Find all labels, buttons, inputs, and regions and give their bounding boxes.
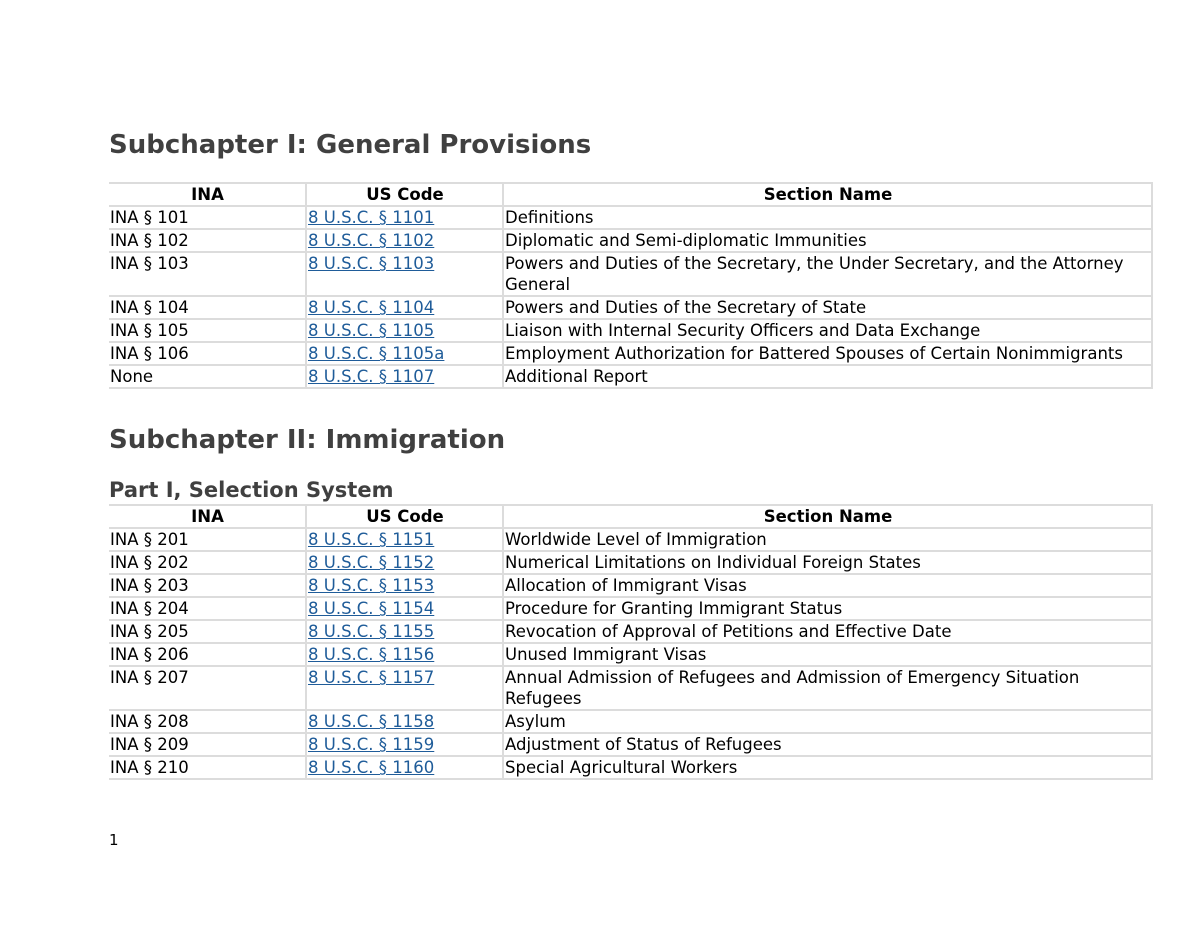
table-row: [109, 528, 1152, 551]
ina-section-cell: None: [109, 365, 306, 388]
ina-section-cell: INA § 208: [109, 710, 306, 733]
table-row: [109, 365, 1152, 388]
section-name-cell: Revocation of Approval of Petitions and Effective Date: [503, 620, 1152, 643]
us-code-link[interactable]: 8 U.S.C. § 1104: [308, 298, 435, 317]
us-code-cell: [306, 319, 503, 342]
us-code-cell: [306, 296, 503, 319]
table-row: [109, 574, 1152, 597]
us-code-cell: [306, 733, 503, 756]
section-name-cell: Numerical Limitations on Individual Foreign States: [503, 551, 1152, 574]
column-header-ina: INA: [109, 183, 306, 206]
ina-section-cell: INA § 101: [109, 206, 306, 229]
ina-section-cell: INA § 202: [109, 551, 306, 574]
us-code-cell: [306, 229, 503, 252]
us-code-cell: [306, 710, 503, 733]
part-1-title: Part I, Selection System: [109, 478, 394, 502]
us-code-link[interactable]: 8 U.S.C. § 1157: [308, 668, 435, 687]
us-code-cell: [306, 365, 503, 388]
ina-section-cell: INA § 103: [109, 252, 306, 296]
column-header-us-code: US Code: [306, 183, 503, 206]
section-name-cell: Diplomatic and Semi-diplomatic Immunities: [503, 229, 1152, 252]
subchapter-1-rows: [109, 206, 1152, 388]
ina-section-cell: INA § 210: [109, 756, 306, 779]
column-header-section-name: Section Name: [503, 505, 1152, 528]
us-code-link[interactable]: 8 U.S.C. § 1154: [308, 599, 435, 618]
subchapter-1-title: Subchapter I: General Provisions: [109, 130, 592, 160]
us-code-link[interactable]: 8 U.S.C. § 1159: [308, 735, 435, 754]
subchapter-2-rows: [109, 528, 1152, 779]
us-code-link[interactable]: 8 U.S.C. § 1156: [308, 645, 435, 664]
us-code-cell: [306, 756, 503, 779]
ina-section-cell: INA § 104: [109, 296, 306, 319]
section-name-cell: Definitions: [503, 206, 1152, 229]
column-header-section-name: Section Name: [503, 183, 1152, 206]
section-name-cell: Adjustment of Status of Refugees: [503, 733, 1152, 756]
us-code-cell: [306, 252, 503, 296]
section-name-cell: Worldwide Level of Immigration: [503, 528, 1152, 551]
us-code-link[interactable]: 8 U.S.C. § 1105: [308, 321, 435, 340]
table-row: [109, 551, 1152, 574]
table-row: [109, 756, 1152, 779]
us-code-cell: [306, 597, 503, 620]
us-code-link[interactable]: 8 U.S.C. § 1160: [308, 758, 435, 777]
section-name-cell: Powers and Duties of the Secretary, the Under Secretary, and the Attorney General: [503, 252, 1152, 296]
ina-section-cell: INA § 205: [109, 620, 306, 643]
table-row: [109, 597, 1152, 620]
section-name-cell: Asylum: [503, 710, 1152, 733]
section-name-cell: Liaison with Internal Security Officers and Data Exchange: [503, 319, 1152, 342]
table-row: [109, 710, 1152, 733]
table-row: [109, 252, 1152, 296]
section-name-cell: Employment Authorization for Battered Spouses of Certain Nonimmigrants: [503, 342, 1152, 365]
subchapter-2-title: Subchapter II: Immigration: [109, 425, 506, 455]
ina-section-cell: INA § 203: [109, 574, 306, 597]
us-code-cell: [306, 342, 503, 365]
table-row: [109, 620, 1152, 643]
ina-section-cell: INA § 102: [109, 229, 306, 252]
us-code-cell: [306, 206, 503, 229]
us-code-link[interactable]: 8 U.S.C. § 1155: [308, 622, 435, 641]
us-code-cell: [306, 528, 503, 551]
us-code-link[interactable]: 8 U.S.C. § 1102: [308, 231, 435, 250]
us-code-link[interactable]: 8 U.S.C. § 1151: [308, 530, 435, 549]
section-name-cell: Procedure for Granting Immigrant Status: [503, 597, 1152, 620]
page-number: 1: [109, 831, 119, 849]
section-name-cell: Additional Report: [503, 365, 1152, 388]
table-row: [109, 319, 1152, 342]
ina-section-cell: INA § 105: [109, 319, 306, 342]
table-row: [109, 666, 1152, 710]
subchapter-1-table: [109, 182, 1153, 389]
us-code-link[interactable]: 8 U.S.C. § 1107: [308, 367, 435, 386]
us-code-link[interactable]: 8 U.S.C. § 1158: [308, 712, 435, 731]
ina-section-cell: INA § 207: [109, 666, 306, 710]
us-code-link[interactable]: 8 U.S.C. § 1103: [308, 254, 435, 273]
us-code-cell: [306, 574, 503, 597]
table-row: [109, 229, 1152, 252]
us-code-cell: [306, 666, 503, 710]
ina-section-cell: INA § 206: [109, 643, 306, 666]
table-row: [109, 643, 1152, 666]
table-row: [109, 733, 1152, 756]
ina-section-cell: INA § 201: [109, 528, 306, 551]
us-code-cell: [306, 643, 503, 666]
us-code-cell: [306, 620, 503, 643]
section-name-cell: Annual Admission of Refugees and Admission of Emergency Situation Refugees: [503, 666, 1152, 710]
column-header-ina: INA: [109, 505, 306, 528]
section-name-cell: Special Agricultural Workers: [503, 756, 1152, 779]
ina-section-cell: INA § 106: [109, 342, 306, 365]
table-header-row: [109, 505, 1152, 528]
ina-section-cell: INA § 209: [109, 733, 306, 756]
us-code-link[interactable]: 8 U.S.C. § 1101: [308, 208, 435, 227]
table-row: [109, 342, 1152, 365]
ina-section-cell: INA § 204: [109, 597, 306, 620]
us-code-link[interactable]: 8 U.S.C. § 1152: [308, 553, 435, 572]
us-code-link[interactable]: 8 U.S.C. § 1105a: [308, 344, 445, 363]
section-name-cell: Unused Immigrant Visas: [503, 643, 1152, 666]
table-row: [109, 206, 1152, 229]
us-code-link[interactable]: 8 U.S.C. § 1153: [308, 576, 435, 595]
table-header-row: [109, 183, 1152, 206]
section-name-cell: Powers and Duties of the Secretary of State: [503, 296, 1152, 319]
subchapter-2-table: [109, 504, 1153, 780]
section-name-cell: Allocation of Immigrant Visas: [503, 574, 1152, 597]
column-header-us-code: US Code: [306, 505, 503, 528]
us-code-cell: [306, 551, 503, 574]
table-row: [109, 296, 1152, 319]
